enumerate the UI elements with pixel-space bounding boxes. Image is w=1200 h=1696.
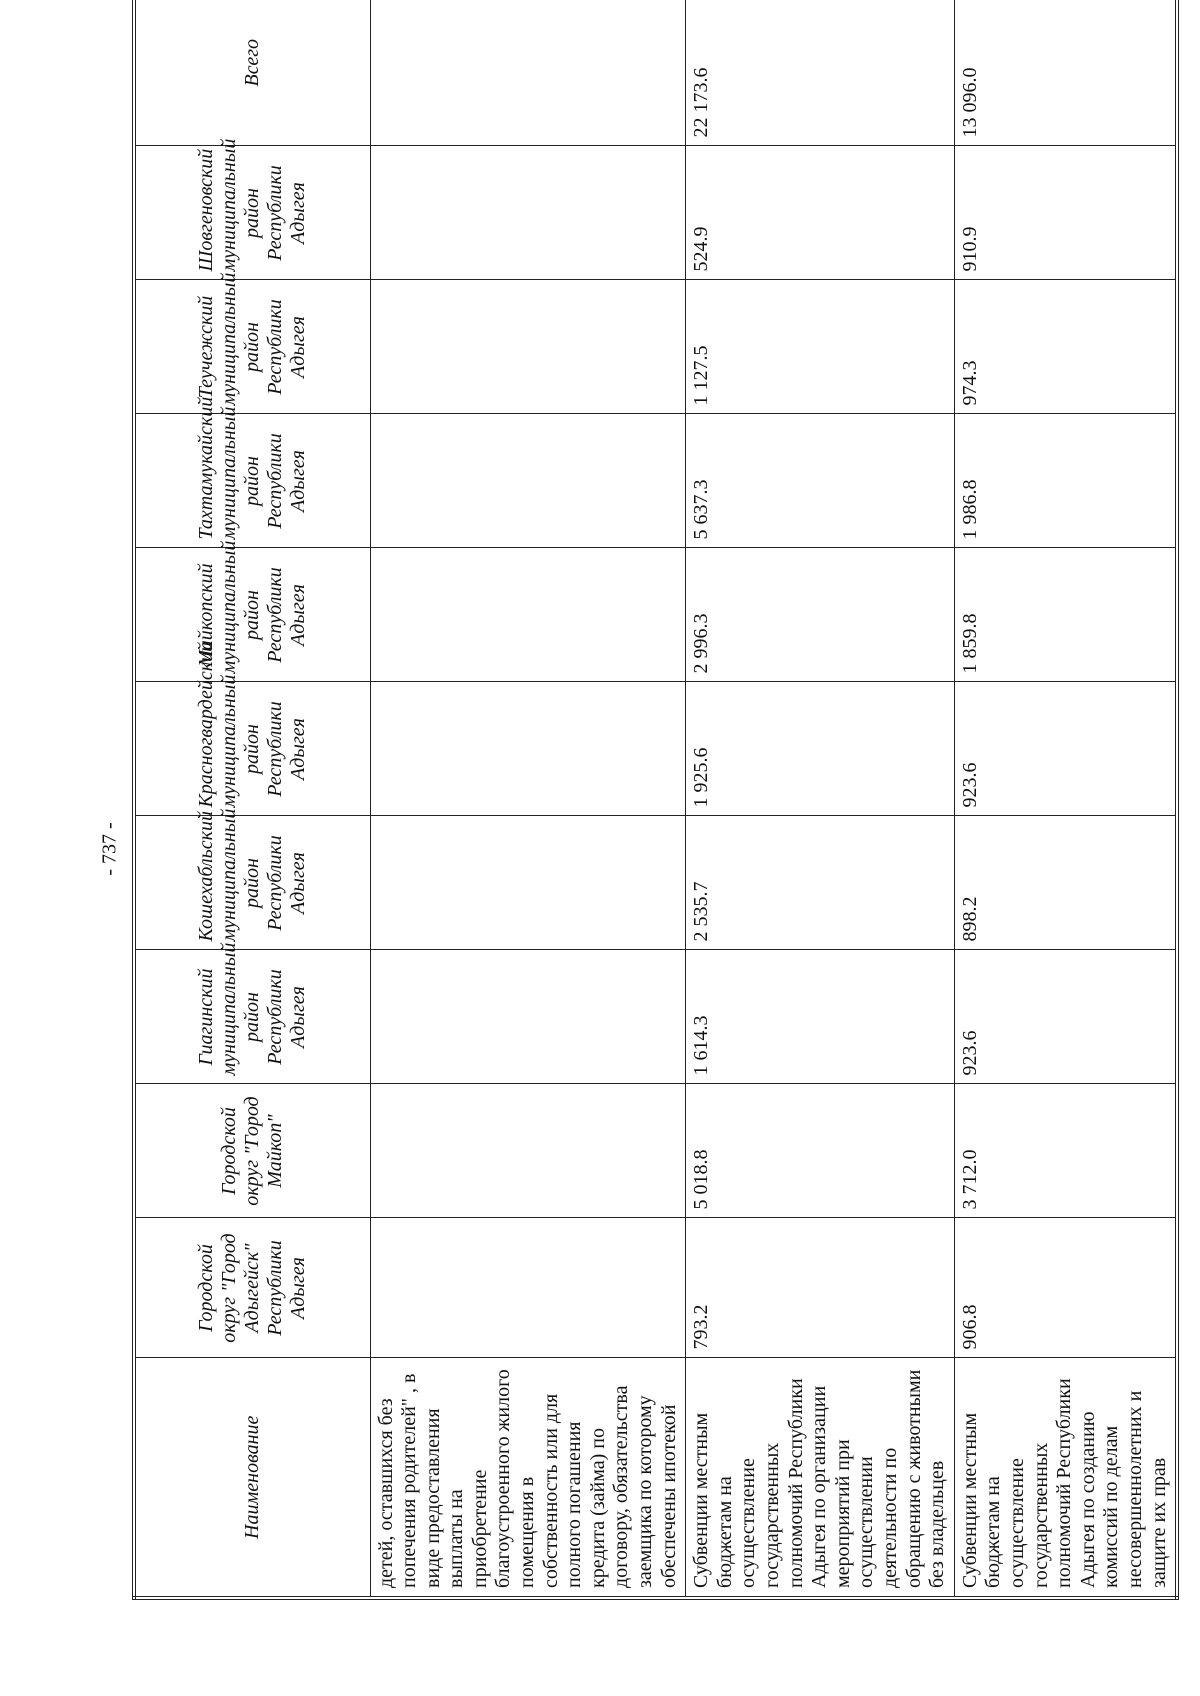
page-number: - 737 -: [98, 822, 121, 876]
value-cell: 2 996.3: [686, 548, 955, 682]
value-cell: [370, 950, 686, 1084]
total-value-cell: 13 096.0: [954, 0, 1177, 146]
value-cell: 1 614.3: [686, 950, 955, 1084]
value-cell: [370, 0, 686, 146]
value-cell: [370, 1084, 686, 1218]
header-cell: Гиагинский муниципальный район Республики Адыгея: [134, 950, 370, 1084]
value-cell: [370, 414, 686, 548]
value-cell: 898.2: [954, 816, 1177, 950]
value-cell: [370, 682, 686, 816]
value-cell: 974.3: [954, 280, 1177, 414]
header-cell: Тахтамукайский муниципальный район Республики Адыгея: [134, 414, 370, 548]
table-row: [686, 0, 955, 1598]
value-cell: 910.9: [954, 146, 1177, 280]
header-cell: Теучежский муниципальный район Республики Адыгея: [134, 280, 370, 414]
value-cell: 793.2: [686, 1218, 955, 1358]
value-cell: 5 637.3: [686, 414, 955, 548]
value-cell: 3 712.0: [954, 1084, 1177, 1218]
value-cell: 524.9: [686, 146, 955, 280]
value-cell: 923.6: [954, 682, 1177, 816]
header-cell: Кошехабльский муниципальный район Республики Адыгея: [134, 816, 370, 950]
value-cell: [370, 548, 686, 682]
value-cell: 1 859.8: [954, 548, 1177, 682]
header-cell: Майкопский муниципальный район Республики Адыгея: [134, 548, 370, 682]
value-cell: 1 925.6: [686, 682, 955, 816]
row-name-cell: Субвенции местным бюджетам на осуществление государственных полномочий Республики Адыгея по организации мероприятий при осуществлении деятельности по обращению с животными без владельцев: [686, 1358, 955, 1598]
header-cell: Городской округ "Город Майкоп": [134, 1084, 370, 1218]
row-name-cell: детей, оставшихся без попечения родителей" , в виде предоставления выплаты на приобретение благоустроенного жилого помещения в собственность или для полного погашения кредита (займа) по договору, обязательства заемщика по которому обеспечены ипотекой: [370, 1358, 686, 1598]
value-cell: 906.8: [954, 1218, 1177, 1358]
value-cell: 1 986.8: [954, 414, 1177, 548]
value-cell: [370, 146, 686, 280]
header-cell: Городской округ "Город Адыгейск" Республики Адыгея: [134, 1218, 370, 1358]
header-cell: Всего: [134, 0, 370, 146]
value-cell: 5 018.8: [686, 1084, 955, 1218]
header-cell: Шовгеновский муниципальный район Республики Адыгея: [134, 146, 370, 280]
header-cell: Красногвардейский муниципальный район Республики Адыгея: [134, 682, 370, 816]
header-row: [134, 0, 370, 1598]
table-row: [954, 0, 1177, 1598]
value-cell: [370, 816, 686, 950]
value-cell: [370, 1218, 686, 1358]
table-row: [370, 0, 686, 1598]
budget-table: [132, 0, 1179, 1600]
value-cell: 2 535.7: [686, 816, 955, 950]
header-cell: Наименование: [134, 1358, 370, 1598]
value-cell: 1 127.5: [686, 280, 955, 414]
total-value-cell: 22 173.6: [686, 0, 955, 146]
value-cell: 923.6: [954, 950, 1177, 1084]
row-name-cell: Субвенции местным бюджетам на осуществление государственных полномочий Республики Адыгея по созданию комиссий по делам несовершеннолетних и защите их прав: [954, 1358, 1177, 1598]
value-cell: [370, 280, 686, 414]
rotated-table-container: [132, 39, 1170, 1600]
